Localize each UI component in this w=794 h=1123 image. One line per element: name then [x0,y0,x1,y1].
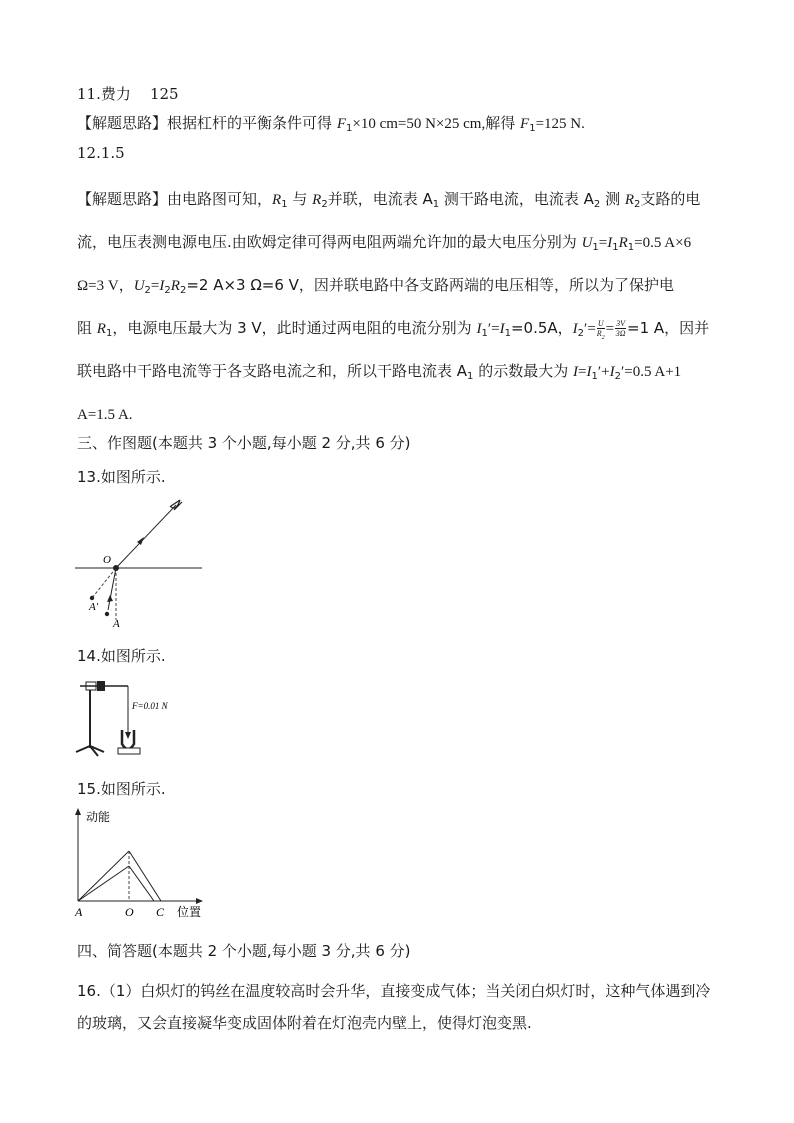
q12-text: 由电路图可知， [167,190,273,208]
var-sub: 1 [592,242,599,253]
var-f: F [336,116,346,132]
var-r: R [170,278,180,294]
q12-math: = [150,278,160,294]
fraction-denominator [596,329,605,341]
q11-equation: ×10 cm=50 N×25 cm,解得 [352,116,516,132]
lower-line-a-to-o [78,866,129,901]
q14-caption: 14.如图所示. [77,647,166,665]
q12-math: ′+ [597,364,610,380]
fraction-numerator: 3V [616,319,626,328]
fraction-denominator: 3Ω [615,329,626,338]
var-sub: 1 [612,242,619,253]
fraction-numerator: U [597,319,604,328]
q11-answer-text: 费力 [100,85,131,103]
var-i: I [476,321,482,337]
var-sub: 1 [591,371,598,382]
q12-math: =2 A×3 Ω=6 V，因并联电路中各支路两端的电压相等，所以为了保护电阻 [77,276,674,337]
q11-answer [77,84,179,104]
q12-math: ′=0.5 A+1 A=1.5 A. [77,364,682,423]
var-sub: 1 [105,328,113,339]
refracted-ray [116,505,176,568]
var-sub: 1 [529,123,536,134]
q12-math: = [598,235,608,251]
clamp-knob [97,681,105,691]
var-i: I [586,364,592,380]
force-arrow-head-icon [125,732,131,739]
tick-c: C [156,905,165,919]
var-sub: 2 [164,285,171,296]
point-o-dot [113,565,119,571]
var-sub: 2 [601,335,605,341]
solution-tag: 【解题思路】 [77,190,168,208]
var-i: I [572,321,578,337]
q12-answer: 12.1.5 [77,144,125,162]
section-4-heading: 四、简答题(本题共 2 个小题,每小题 3 分,共 6 分) [77,942,411,960]
var-sub: 2 [593,199,601,210]
var-sub: 1 [504,328,511,339]
q11-result: =125 N. [535,116,585,132]
y-axis-arrow-icon [75,808,81,815]
var-r: R [312,192,322,208]
refracted-arrow-icon [137,537,144,545]
q12-text: ，电源电压最大为 3 V，此时通过两电阻的电流分别为 [112,319,472,337]
q12-text: 与 [292,190,308,208]
q11-explanation [77,113,585,134]
label-o: O [103,554,111,566]
var-u: U [581,235,593,251]
q12-math: =0.5A， [510,319,573,337]
q13-optics-figure [70,490,210,630]
var-sub: 1 [345,123,353,134]
var-r: R [96,321,106,337]
x-axis-label: 位置 [177,905,202,919]
var-sub: 2 [179,285,187,296]
var-i: I [607,235,613,251]
tick-o: O [125,905,134,919]
upper-line-a-to-peak [78,851,129,901]
var-sub: 1 [481,328,488,339]
var-i: I [609,364,615,380]
var-r: R [272,192,282,208]
q11-text: 根据杠杆的平衡条件可得 [167,114,333,132]
stand-base [76,746,104,756]
q13-caption: 13.如图所示. [77,468,166,486]
var-sub: 1 [627,242,635,253]
force-label: F=0.01 N [132,701,168,711]
fraction-den-text: R [596,329,602,338]
tick-a: A [75,905,83,919]
q11-number: 11. [77,85,101,103]
virtual-ray [92,568,116,598]
q12-text: =1 A，因并联电路中干路电流等于各支路电流之和，所以干路电流表 A [77,319,710,380]
var-i: I [573,364,578,380]
q11-answer-value: 125 [149,85,179,103]
q12-math: ′= [487,321,500,337]
y-axis-label: 动能 [86,810,111,824]
var-sub: 2 [577,328,585,339]
point-a-prime-dot [90,596,94,600]
var-sub: 2 [614,371,621,382]
var-sub: 1 [432,199,440,210]
section-3-heading: 三、作图题(本题共 3 个小题,每小题 2 分,共 6 分) [77,434,411,452]
var-i: I [159,278,165,294]
fraction-3v-over-3ohm [615,319,626,338]
var-sub: 2 [321,199,328,210]
incident-arrow-icon [107,595,113,602]
q16-answer: 16.（1）白炽灯的钨丝在温度较高时会升华，直接变成气体；当关闭白炽灯时，这种气体遇到冷的玻璃，又会直接凝华变成固体附着在灯泡壳内壁上，使得灯泡变黑. [77,982,711,1032]
q15-energy-graph [70,806,220,922]
q12-text: 测干路电流，电流表 A [443,190,594,208]
q12-explanation: 【解题思路】由电路图可知，$R_1$ 与 $R_2$并联，电流表 $A_1$ 测干路电流，电流表 $A_2$ 测 $R_2$支路的电流，电压表测电源电压.由欧姆定律可得两电阻两端允许加的最大电压分别为 $U_1=I_1R_1=0.5$ A×6 Ω=3 V，$U_2=I_2R_2=2$ A×3 Ω=6 V，因并联电路中各支路两端的电压相等，所以为了保护电阻 $R_1$，电源电压最大为 3 V，此时通过两电阻的电流分别为 $I_1'=I_1=0.5A$，$I_2'=$ $\frac{U}{R_2}$ = $\frac{3V}{3\Omega}$ =1 A，因并联电路中干路电流等于各支路电流之和，所以干路电流表 $A_1$ 的示数最大为 $I=I_1'+I_2'=0.5$ A+1 A=1.5 A. [77,190,710,423]
magnet-base [118,748,140,754]
q14-magnet-figure [70,672,210,762]
var-r: R [618,235,628,251]
q12-math: =0.5 A×6 Ω=3 V， [77,235,692,294]
q15-caption: 15.如图所示. [77,780,166,798]
q12-text: 并联，电流表 A [327,190,433,208]
point-a-dot [105,612,109,616]
label-a: A [113,618,120,630]
var-u: U [133,278,145,294]
q12-math: ′= [584,321,596,337]
var-sub: 1 [467,371,474,382]
q12-text: 的示数最大为 [478,362,569,380]
q12-text: 支路的电流，电压表测电源电压.由欧姆定律可得两电阻两端允许加的最大电压分别为 [77,190,701,251]
var-sub: 1 [281,199,288,210]
q12-math: = [578,364,587,380]
var-i: I [499,321,505,337]
var-sub: 2 [634,199,641,210]
x-axis-arrow-icon [196,898,203,904]
fraction-u-over-r2 [596,319,605,341]
var-r: R [624,192,635,208]
incident-ray [108,568,116,610]
label-a-prime: A′ [89,601,99,613]
var-f: F [520,116,530,132]
upper-line-peak-to-c [129,851,161,901]
solution-tag: 【解题思路】 [77,114,168,132]
var-sub: 2 [144,285,151,296]
q12-text: 测 [605,190,621,208]
